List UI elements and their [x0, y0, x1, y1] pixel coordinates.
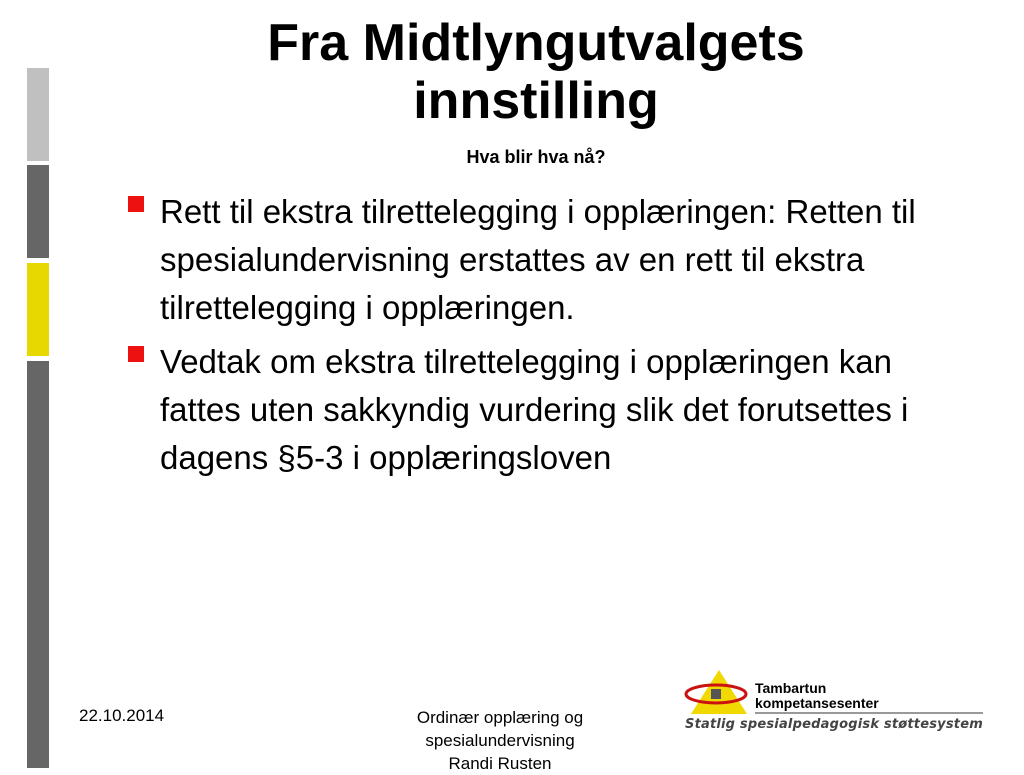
slide-subtitle: Hva blir hva nå? — [466, 147, 606, 167]
footer-date: 22.10.2014 — [79, 706, 165, 725]
side-bar-light — [27, 68, 49, 161]
tambartun-logo — [683, 668, 993, 738]
footer-center-text — [380, 706, 620, 775]
logo-tagline: Statlig spesialpedagogisk støttesystem — [685, 717, 983, 732]
bullet-list — [128, 188, 958, 488]
bullet-text: Rett til ekstra tilrettelegging i opplæringen: Retten til spesialundervisning erstattes av en rett til ekstra tilrettelegging i opplæringen. — [160, 193, 916, 326]
footer-line-1: Ordinær opplæring og — [416, 708, 584, 727]
logo-name-line-1: Tambartun — [755, 680, 827, 696]
logo-name — [755, 681, 879, 711]
bullet-item — [128, 338, 958, 482]
logo-divider — [755, 712, 983, 714]
side-bar-dark — [27, 165, 49, 258]
title-line-2: innstilling — [413, 72, 659, 130]
footer-line-2: spesialundervisning — [425, 731, 575, 750]
logo-name-line-2: kompetansesenter — [755, 695, 879, 711]
square-bullet-icon — [128, 196, 144, 212]
square-bullet-icon — [128, 346, 144, 362]
slide-title — [150, 14, 922, 130]
footer-line-3: Randi Rusten — [448, 754, 552, 773]
side-bar-dark-bottom — [27, 361, 49, 768]
side-bar-yellow — [27, 263, 49, 356]
bullet-item — [128, 188, 958, 332]
bullet-text: Vedtak om ekstra tilrettelegging i opplæringen kan fattes uten sakkyndig vurdering slik det forutsettes i dagens §5-3 i opplæringsloven — [160, 343, 909, 476]
title-line-1: Fra Midtlyngutvalgets — [267, 14, 805, 72]
logo-mark-icon — [683, 668, 753, 718]
